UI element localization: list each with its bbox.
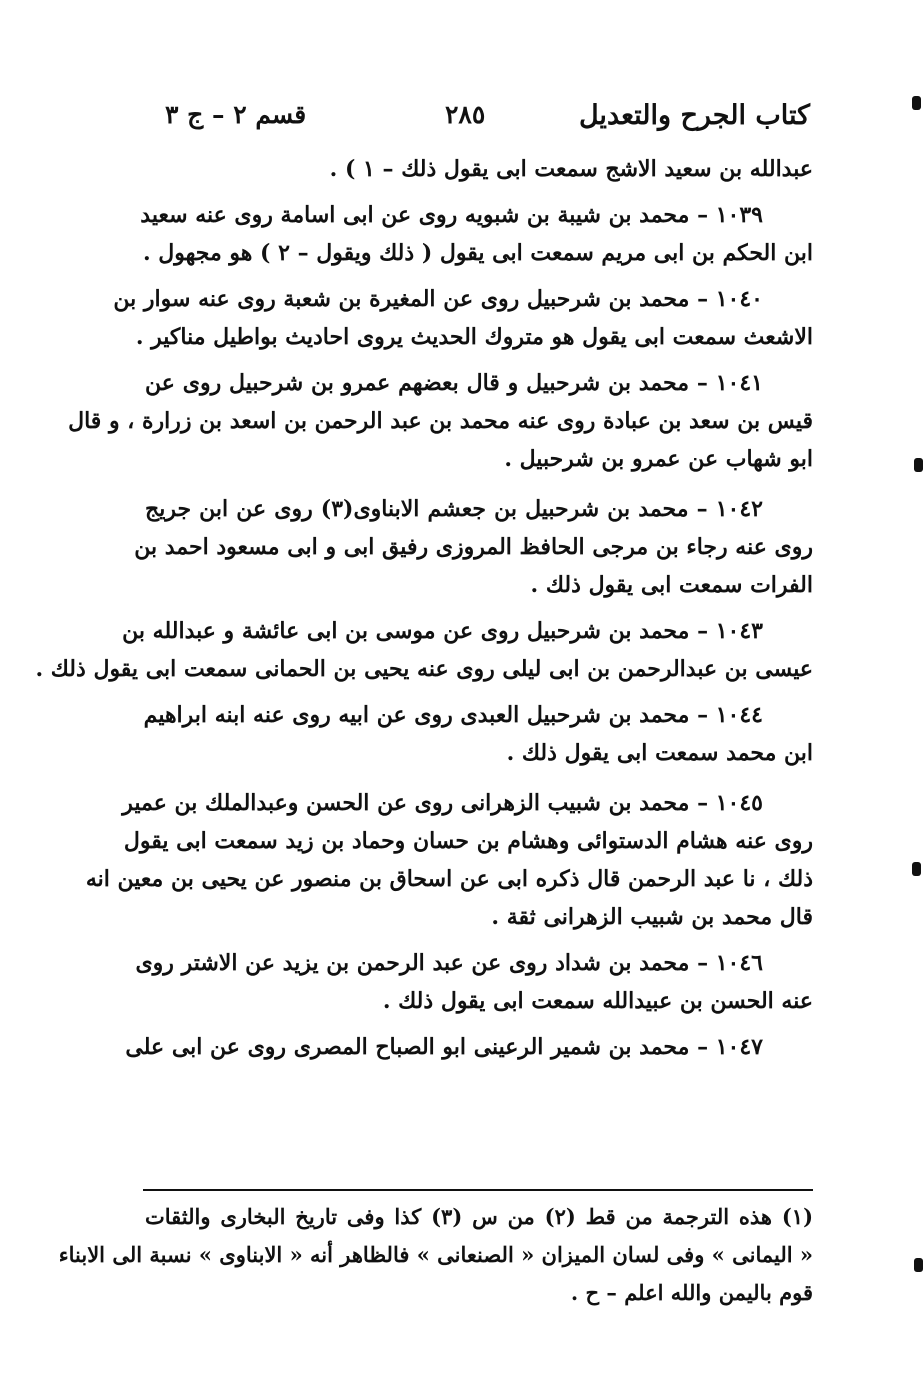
footnote-line: (١) هذه الترجمة من قط (٢) من س (٣) كذا وفى تاريخ البخارى والثقات [145, 1204, 813, 1229]
entry-1044 [145, 696, 813, 772]
text-line: ١٠٤٠ – محمد بن شرحبيل روى عن المغيرة بن شعبة روى عنه سوار بن [113, 286, 763, 312]
text-line: ١٠٤٥ – محمد بن شبيب الزهرانى روى عن الحسن وعبدالملك بن عمير [122, 790, 763, 816]
margin-binding-mark [914, 458, 923, 472]
entry-1042 [134, 490, 813, 604]
section-label: قسم ٢ – ج ٣ [165, 100, 307, 129]
running-header [150, 100, 810, 140]
text-line: قيس بن سعد بن عبادة روى عنه محمد بن عبد الرحمن بن اسعد بن زرارة ، و قال [68, 408, 813, 434]
margin-binding-mark [912, 862, 921, 876]
text-line: الفرات سمعت ابى يقول ذلك . [530, 572, 813, 598]
footnote-line: قوم باليمن والله اعلم – ح . [570, 1280, 813, 1305]
entry-1041 [68, 364, 813, 478]
text-line: ١٠٤٧ – محمد بن شمير الرعينى ابو الصباح المصرى روى عن ابى على [125, 1034, 763, 1060]
entry-1043 [35, 612, 813, 688]
book-title: كتاب الجرح والتعديل [578, 100, 810, 131]
paragraph-continuation [145, 150, 813, 188]
text-line: ذلك ، نا عبد الرحمن قال ذكره ابى عن اسحاق بن منصور عن يحيى بن معين انه [85, 866, 813, 892]
text-line: روى عنه رجاء بن مرجى الحافظ المروزى رفيق ابى و ابى مسعود احمد بن [134, 534, 813, 560]
footnote-line: « اليمانى » وفى لسان الميزان « الصنعانى » فالظاهر أنه « الابناوى » نسبة الى الابناء [58, 1242, 813, 1267]
text-line: قال محمد بن شبيب الزهرانى ثقة . [491, 904, 813, 930]
margin-binding-mark [912, 96, 921, 110]
text-line: روى عنه هشام الدستوائى وهشام بن حسان وحماد بن زيد سمعت ابى يقول [123, 828, 813, 854]
margin-binding-mark [914, 1258, 923, 1272]
main-text [35, 150, 813, 1066]
text-line: عنه الحسن بن عبيدالله سمعت ابى يقول ذلك . [382, 988, 813, 1014]
text-line: عبدالله بن سعيد الاشج سمعت ابى يقول ذلك – ١ ) . [329, 156, 813, 182]
text-line: ١٠٤١ – محمد بن شرحبيل و قال بعضهم عمرو بن شرحبيل روى عن [145, 370, 763, 396]
text-line: عيسى بن عبدالرحمن بن ابى ليلى روى عنه يحيى بن الحمانى سمعت ابى يقول ذلك . [35, 656, 813, 682]
text-line: ١٠٤٤ – محمد بن شرحبيل العبدى روى عن ابيه روى عنه ابنه ابراهيم [143, 702, 763, 728]
text-line: ابو شهاب عن عمرو بن شرحبيل . [504, 446, 813, 472]
text-line: الاشعث سمعت ابى يقول هو متروك الحديث يروى احاديث بواطيل مناكير . [135, 324, 813, 350]
text-line: ١٠٣٩ – محمد بن شيبة بن شبويه روى عن ابى اسامة روى عنه سعيد [140, 202, 763, 228]
text-line: ١٠٤٣ – محمد بن شرحبيل روى عن موسى بن ابى عائشة و عبدالله بن [122, 618, 763, 644]
entry-1047 [125, 1028, 813, 1066]
text-line: ابن محمد سمعت ابى يقول ذلك . [506, 740, 813, 766]
entry-1045 [85, 784, 813, 936]
entry-1039 [140, 196, 813, 272]
text-line: ابن الحكم بن ابى مريم سمعت ابى يقول ( ذلك ويقول – ٢ ) هو مجهول . [142, 240, 813, 266]
text-line: ١٠٤٦ – محمد بن شداد روى عن عبد الرحمن بن يزيد عن الاشتر روى [135, 950, 763, 976]
page-number: ٢٨٥ [445, 100, 486, 129]
entry-1040 [113, 280, 813, 356]
text-line: ١٠٤٢ – محمد بن شرحبيل بن جعشم الابناوى(٣) روى عن ابن جريج [145, 496, 763, 522]
footnotes [58, 1198, 813, 1312]
footnote-divider [143, 1189, 813, 1191]
entry-1046 [135, 944, 813, 1020]
